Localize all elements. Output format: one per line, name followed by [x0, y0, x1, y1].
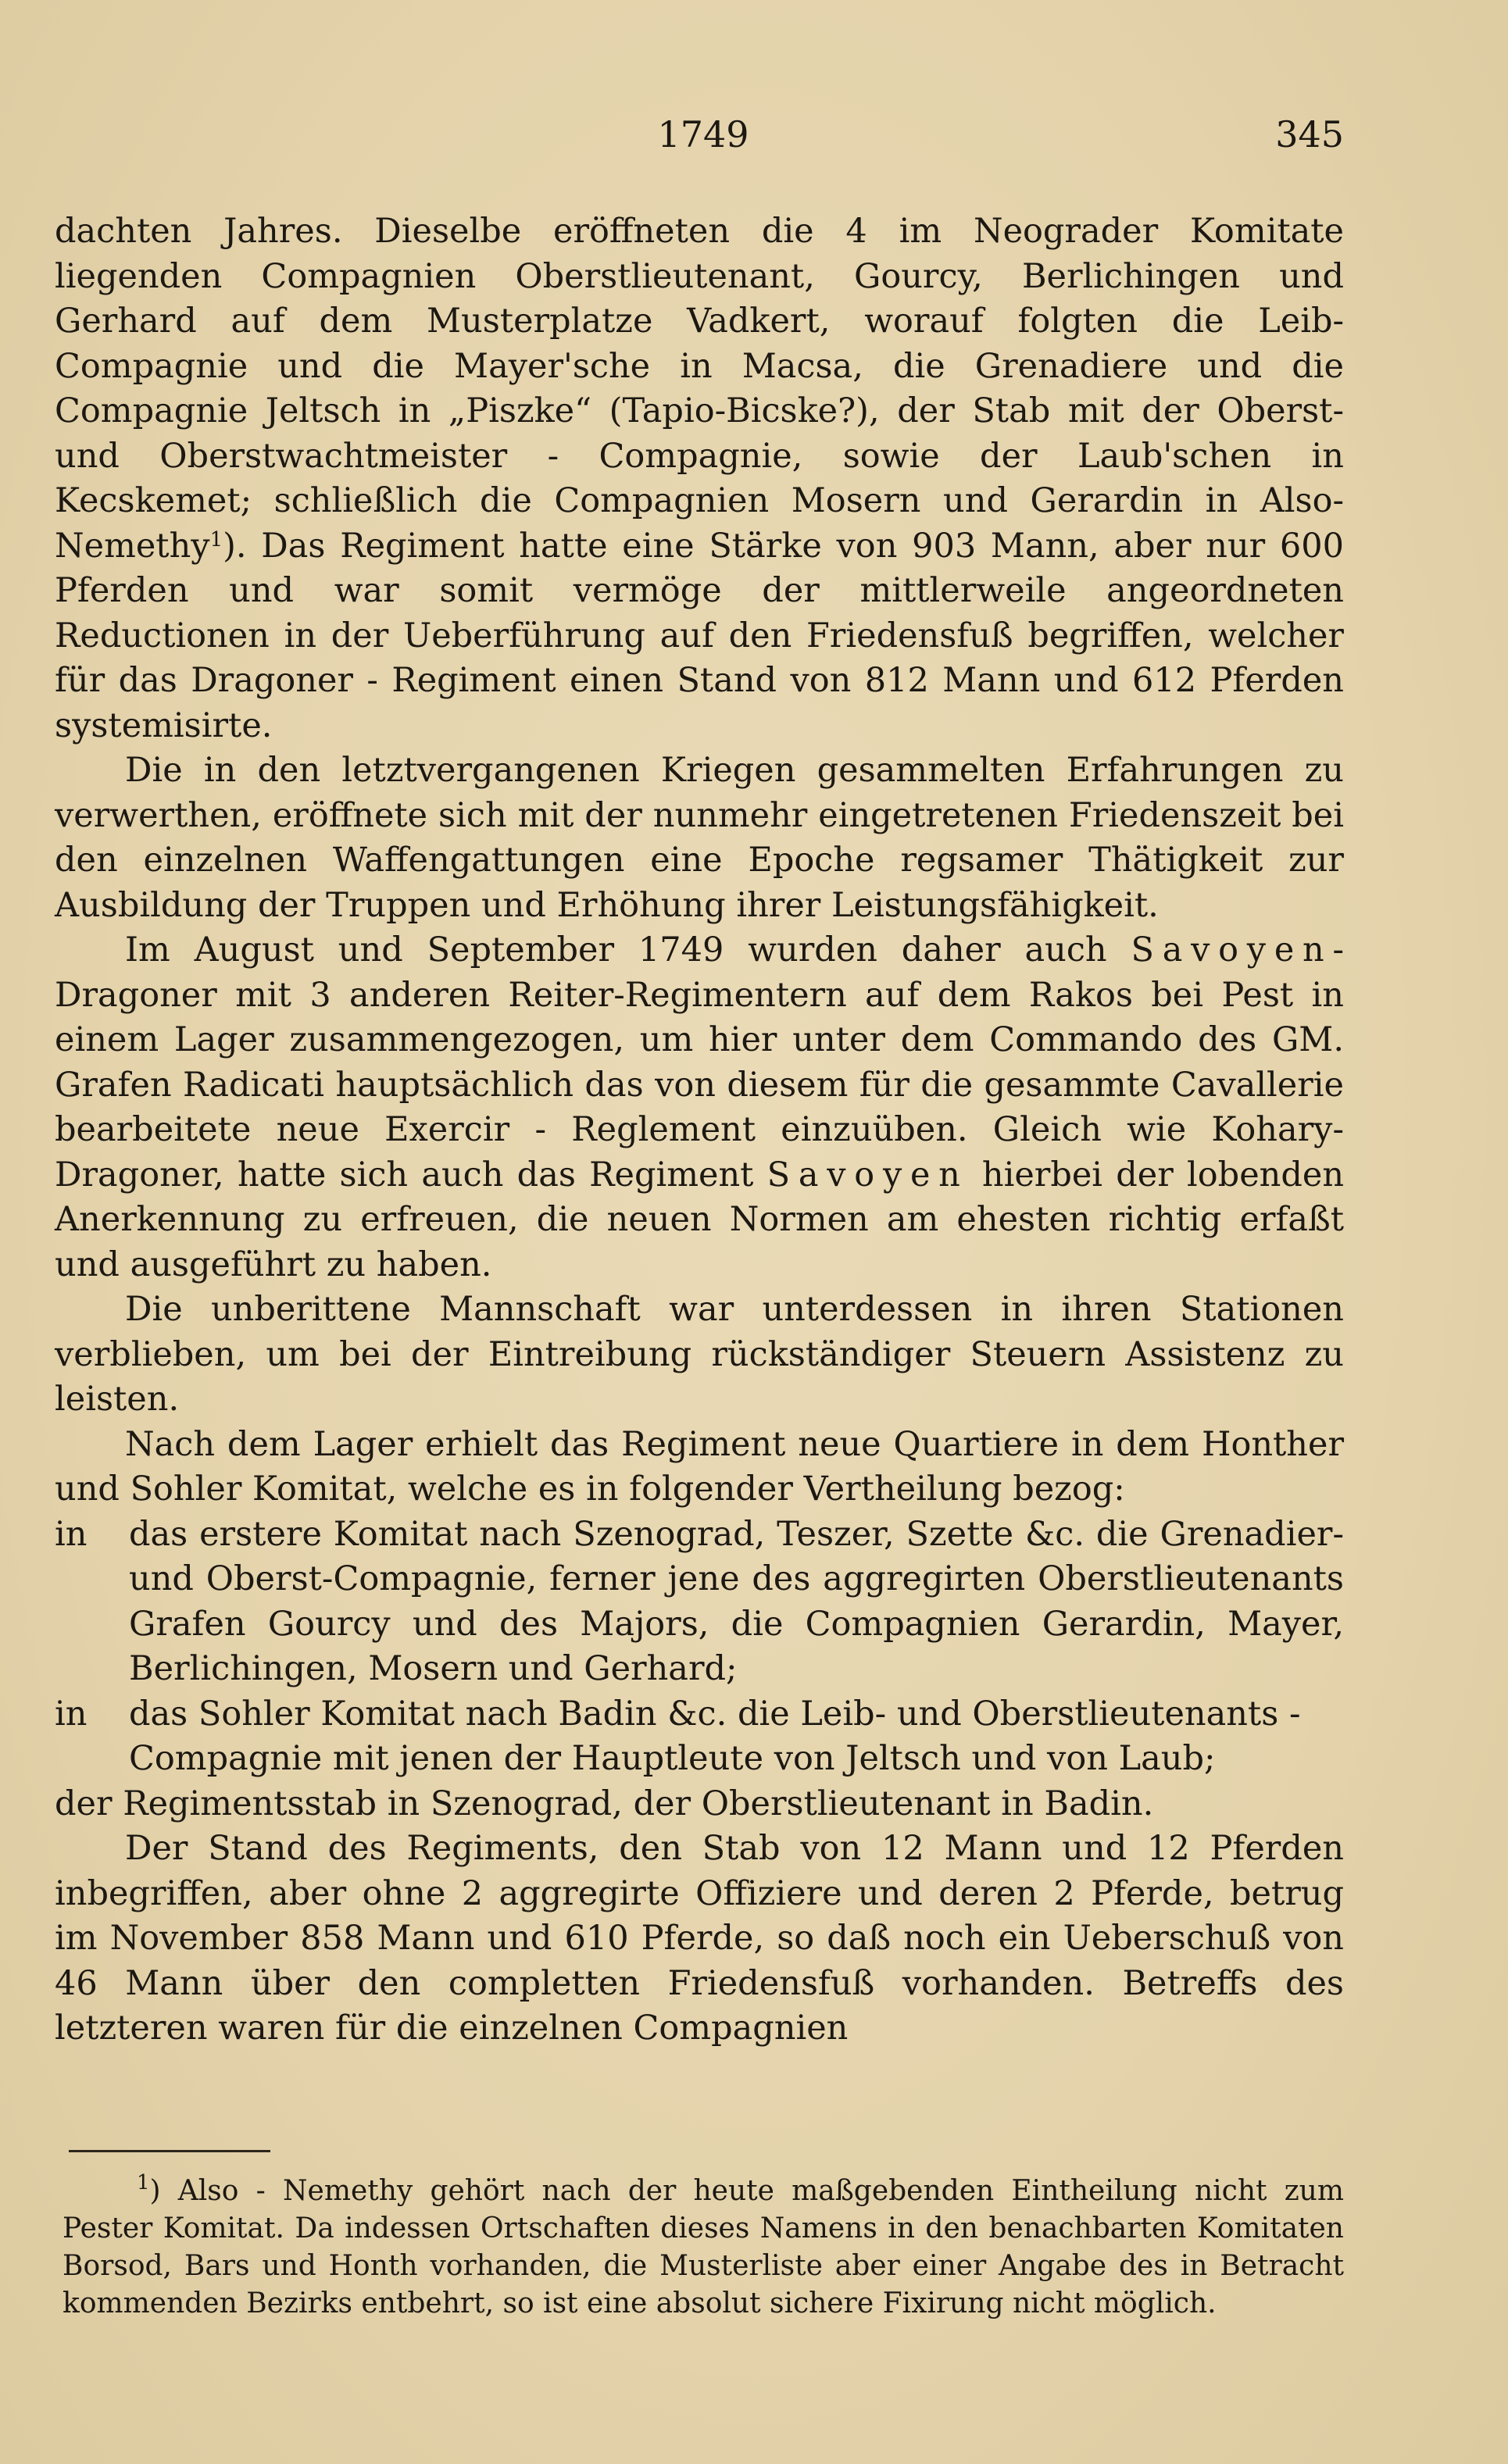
paragraph-5: Nach dem Lager erhielt das Regiment neue Quartiere in dem Honther und Sohler Komitat, welche es in folgender Vertheilung bezog:: [55, 1424, 1344, 1509]
list-marker: in: [55, 1514, 88, 1554]
paragraph-7: Der Stand des Regiments, den Stab von 12 Mann und 12 Pferden inbegriffen, aber ohne 2 aggregirte Offiziere und deren 2 Pferde, betrug im November 858 Mann und 610 Pferde, so daß noch ein Ueberschuß von 46 Mann über den completten Friedensfuß vorhanden. Betreffs des letzteren waren für die einzelnen Compagnien: [55, 1829, 1344, 2048]
paragraph-3-text-a: Im August und September 1749 wurden daher auch: [125, 930, 1107, 970]
paragraph-4: Die unberittene Mannschaft war unterdessen in ihren Stationen verblieben, um bei der Eintreibung rückständiger Steuern Assistenz zu leisten.: [55, 1290, 1344, 1419]
footnote-text: Also - Nemethy gehört nach der heute maßgebenden Eintheilung nicht zum Pester Komitat. Da indessen Ortschaften dieses Namens in den benachbarten Komitaten Borsod, Bars und Honth vorhanden, die Musterliste aber einer Angabe des in Betracht kommenden Bezirks entbehrt, so ist eine absolut sichere Fixirung nicht möglich.: [63, 2175, 1344, 2319]
footnote-paragraph: $^1$) Also - Nemethy gehört nach der heute maßgebenden Eintheilung nicht zum Pester Komitat. Da indessen Ortschaften dieses Namens in den benachbarten Komitaten Borsod, Bars und Honth vorhanden, die Musterliste aber einer Angabe des in Betracht kommenden Bezirks entbehrt, so ist eine absolut sichere Fixirung nicht möglich.: [63, 2171, 1344, 2319]
page-number: 345: [1275, 113, 1344, 155]
regiment-name-spaced: Savoyen: [1131, 930, 1333, 970]
list-item-text: das erstere Komitat nach Szenograd, Teszer, Szette &c. die Grenadier- und Oberst-Compagnie, ferner jene des aggregirten Oberstlieutenants Grafen Gourcy und des Majors, die Compagnien Gerardin, Mayer, Berlichingen, Mosern und Gerhard;: [129, 1514, 1344, 1688]
list-marker: in: [55, 1694, 88, 1734]
footnote-reference: 1: [209, 527, 223, 552]
main-text: [55, 209, 1344, 2052]
paragraph-1: [55, 209, 1344, 748]
footnote-marker: 1: [137, 2171, 150, 2194]
footnote-separator: [69, 2150, 270, 2152]
footnote: [63, 2173, 1344, 2323]
paragraph-1-text-a: dachten Jahres. Dieselbe eröffneten die 4 im Neograder Komitate liegenden Compagnien Oberstlieutenant, Gourcy, Berlichingen und Gerhard auf dem Musterplatze Vadkert, worauf folgten die Leib-Compagnie und die Mayer'sche in Macsa, die Grenadiere und die Compagnie Jeltsch in „Piszke“ (Tapio-Bicske?), der Stab mit der Oberst- und Oberstwachtmeister - Compagnie, sowie der Laub'schen in Kecskemet; schließlich die Compagnien Mosern und Gerardin in Also-Nemethy: [55, 212, 1344, 566]
regiment-name-spaced: Savoyen: [767, 1155, 969, 1195]
running-header: [63, 111, 1344, 158]
list-item: [55, 1692, 1344, 1782]
list-item-text: das Sohler Komitat nach Badin &c. die Leib- und Oberstlieutenants - Compagnie mit jenen der Hauptleute von Jeltsch und von Laub;: [129, 1694, 1301, 1778]
paragraph-3: [55, 928, 1344, 1287]
paragraph-1-text-b: ). Das Regiment hatte eine Stärke von 903 Mann, aber nur 600 Pferden und war somit vermöge der mittlerweile angeordneten Reductionen in der Ueberführung auf den Friedensfuß begriffen, welcher für das Dragoner - Regiment einen Stand von 812 Mann und 612 Pferden systemisirte.: [55, 526, 1344, 745]
paragraph-6: der Regimentsstab in Szenograd, der Oberstlieutenant in Badin.: [55, 1784, 1154, 1823]
paragraph-3-text-c: hierbei der lobenden Anerkennung zu erfreuen, die neuen Normen am ehesten richtig erfaßt und ausgeführt zu haben.: [55, 1155, 1345, 1284]
paragraph-2: Die in den letztvergangenen Kriegen gesammelten Erfahrungen zu verwerthen, eröffnete sich mit der nunmehr eingetretenen Friedenszeit bei den einzelnen Waffengattungen eine Epoche regsamer Thätigkeit zur Ausbildung der Truppen und Erhöhung ihrer Leistungsfähigkeit.: [55, 751, 1344, 925]
paragraph-3-text-b: -Dragoner mit 3 anderen Reiter-Regimentern auf dem Rakos bei Pest in einem Lager zusammengezogen, um hier unter dem Commando des GM. Grafen Radicati hauptsächlich das von diesem für die gesammte Cavallerie bearbeitete neue Exercir - Reglement einzuüben. Gleich wie Kohary-Dragoner, hatte sich auch das Regiment: [55, 930, 1345, 1195]
header-year: 1749: [657, 113, 749, 155]
list-item: [55, 1512, 1344, 1692]
